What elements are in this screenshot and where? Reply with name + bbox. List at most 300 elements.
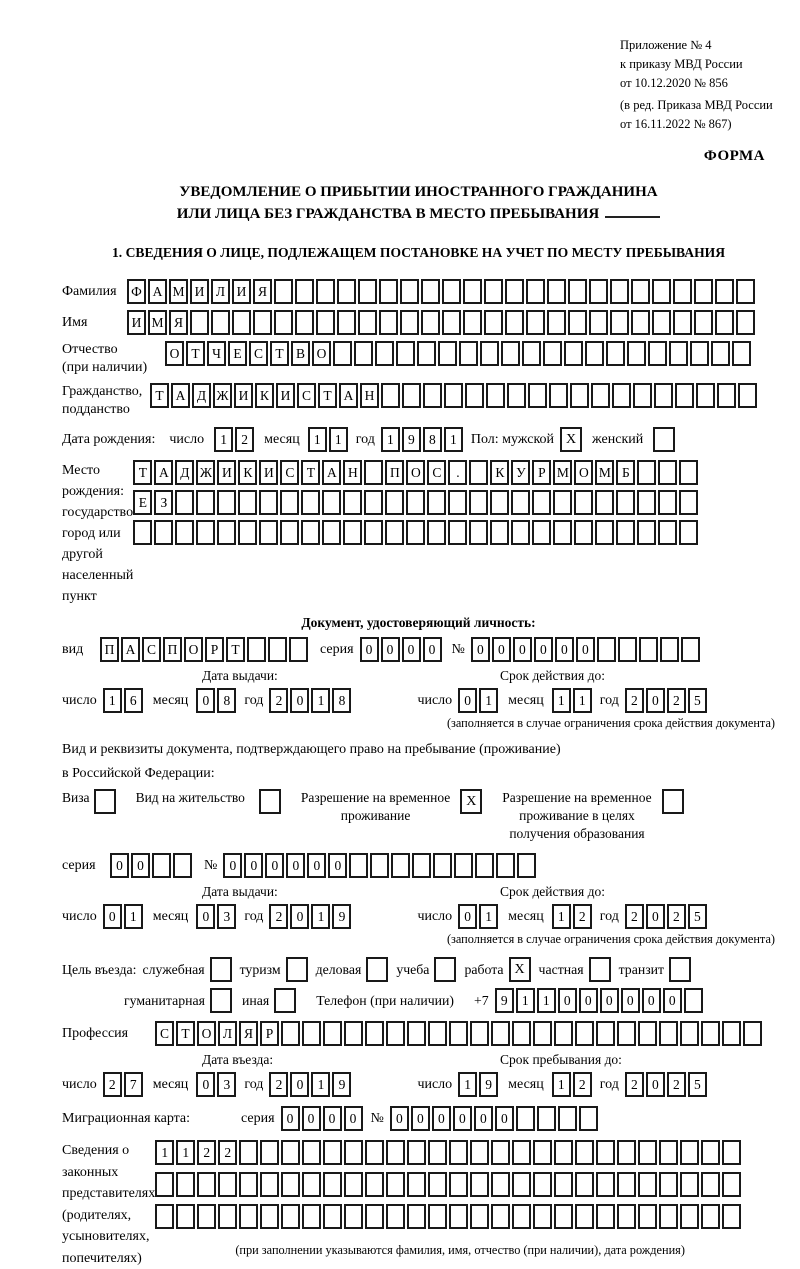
char-cell[interactable] <box>711 341 730 366</box>
char-cell[interactable] <box>316 279 335 304</box>
char-cell[interactable]: 6 <box>124 688 143 713</box>
char-cell[interactable] <box>680 1021 699 1046</box>
char-cell[interactable]: 2 <box>218 1140 237 1165</box>
char-cell[interactable] <box>449 1021 468 1046</box>
char-cell[interactable]: 0 <box>328 853 347 878</box>
char-cell[interactable]: Н <box>360 383 379 408</box>
char-cell[interactable]: Я <box>169 310 188 335</box>
char-cell[interactable] <box>658 520 677 545</box>
char-cell[interactable] <box>743 1021 762 1046</box>
char-cell[interactable]: 0 <box>196 904 215 929</box>
char-cell[interactable] <box>391 853 410 878</box>
checkbox-study[interactable] <box>434 957 456 982</box>
char-cell[interactable] <box>196 520 215 545</box>
char-cell[interactable] <box>547 279 566 304</box>
char-cell[interactable] <box>259 490 278 515</box>
char-cell[interactable] <box>428 1140 447 1165</box>
char-cell[interactable]: 0 <box>265 853 284 878</box>
char-cell[interactable] <box>365 1204 384 1229</box>
char-cell[interactable]: Ж <box>213 383 232 408</box>
char-cell[interactable]: 0 <box>411 1106 430 1131</box>
char-cell[interactable]: 0 <box>381 637 400 662</box>
char-cell[interactable]: 0 <box>281 1106 300 1131</box>
char-cell[interactable] <box>364 460 383 485</box>
char-cell[interactable] <box>617 1172 636 1197</box>
char-cell[interactable]: 2 <box>235 427 254 452</box>
char-cell[interactable]: 2 <box>269 904 288 929</box>
char-cell[interactable]: Т <box>270 341 289 366</box>
char-cell[interactable]: 0 <box>131 853 150 878</box>
char-cell[interactable] <box>558 1106 577 1131</box>
char-cell[interactable]: 1 <box>329 427 348 452</box>
entry-month-input[interactable] <box>196 1072 238 1097</box>
char-cell[interactable] <box>379 310 398 335</box>
char-cell[interactable] <box>722 1204 741 1229</box>
char-cell[interactable]: 1 <box>308 427 327 452</box>
char-cell[interactable] <box>617 1021 636 1046</box>
char-cell[interactable]: Т <box>176 1021 195 1046</box>
char-cell[interactable]: 1 <box>176 1140 195 1165</box>
char-cell[interactable]: Т <box>150 383 169 408</box>
char-cell[interactable]: 2 <box>667 1072 686 1097</box>
char-cell[interactable] <box>660 637 679 662</box>
checkbox-other[interactable] <box>274 988 296 1013</box>
char-cell[interactable] <box>659 1204 678 1229</box>
char-cell[interactable] <box>433 853 452 878</box>
char-cell[interactable]: Т <box>186 341 205 366</box>
permit-issue-day-input[interactable] <box>103 904 145 929</box>
char-cell[interactable] <box>505 310 524 335</box>
doc-valid-day-input[interactable] <box>458 688 500 713</box>
permit-seriya-input[interactable] <box>110 853 194 878</box>
char-cell[interactable] <box>736 310 755 335</box>
char-cell[interactable] <box>526 279 545 304</box>
doc-kind-input[interactable] <box>100 637 310 662</box>
char-cell[interactable] <box>554 1172 573 1197</box>
char-cell[interactable] <box>281 1140 300 1165</box>
stay-month-input[interactable] <box>552 1072 594 1097</box>
char-cell[interactable]: 5 <box>688 1072 707 1097</box>
char-cell[interactable] <box>400 279 419 304</box>
char-cell[interactable]: 2 <box>625 688 644 713</box>
char-cell[interactable] <box>337 310 356 335</box>
birthplace-row3-input[interactable] <box>133 520 700 545</box>
char-cell[interactable]: 0 <box>458 688 477 713</box>
char-cell[interactable] <box>673 310 692 335</box>
char-cell[interactable] <box>259 520 278 545</box>
char-cell[interactable]: И <box>234 383 253 408</box>
char-cell[interactable] <box>260 1204 279 1229</box>
char-cell[interactable]: Р <box>260 1021 279 1046</box>
char-cell[interactable] <box>512 1204 531 1229</box>
char-cell[interactable]: И <box>276 383 295 408</box>
char-cell[interactable] <box>554 1140 573 1165</box>
char-cell[interactable] <box>176 1204 195 1229</box>
char-cell[interactable] <box>694 279 713 304</box>
char-cell[interactable] <box>381 383 400 408</box>
char-cell[interactable] <box>218 1204 237 1229</box>
char-cell[interactable]: 0 <box>642 988 661 1013</box>
char-cell[interactable]: 0 <box>495 1106 514 1131</box>
char-cell[interactable]: М <box>169 279 188 304</box>
char-cell[interactable] <box>568 279 587 304</box>
char-cell[interactable] <box>385 490 404 515</box>
char-cell[interactable] <box>659 1140 678 1165</box>
char-cell[interactable] <box>470 1021 489 1046</box>
char-cell[interactable] <box>616 520 635 545</box>
char-cell[interactable]: 0 <box>576 637 595 662</box>
char-cell[interactable] <box>480 341 499 366</box>
char-cell[interactable] <box>421 279 440 304</box>
char-cell[interactable] <box>505 279 524 304</box>
char-cell[interactable] <box>176 1172 195 1197</box>
char-cell[interactable] <box>217 520 236 545</box>
char-cell[interactable] <box>323 1204 342 1229</box>
char-cell[interactable]: О <box>197 1021 216 1046</box>
char-cell[interactable] <box>511 520 530 545</box>
char-cell[interactable]: А <box>148 279 167 304</box>
doc-seriya-input[interactable] <box>360 637 444 662</box>
char-cell[interactable] <box>631 279 650 304</box>
char-cell[interactable] <box>386 1021 405 1046</box>
char-cell[interactable] <box>427 520 446 545</box>
char-cell[interactable]: О <box>165 341 184 366</box>
citizenship-input[interactable] <box>150 383 759 408</box>
birth-day-input[interactable] <box>214 427 256 452</box>
char-cell[interactable]: И <box>190 279 209 304</box>
char-cell[interactable]: М <box>148 310 167 335</box>
migration-seriya-input[interactable] <box>281 1106 365 1131</box>
char-cell[interactable] <box>673 279 692 304</box>
char-cell[interactable] <box>337 279 356 304</box>
char-cell[interactable] <box>595 520 614 545</box>
char-cell[interactable]: Б <box>616 460 635 485</box>
char-cell[interactable] <box>349 853 368 878</box>
char-cell[interactable] <box>575 1140 594 1165</box>
char-cell[interactable]: У <box>511 460 530 485</box>
char-cell[interactable] <box>589 279 608 304</box>
char-cell[interactable] <box>323 1140 342 1165</box>
char-cell[interactable] <box>484 310 503 335</box>
char-cell[interactable] <box>496 853 515 878</box>
char-cell[interactable] <box>532 520 551 545</box>
char-cell[interactable] <box>715 279 734 304</box>
char-cell[interactable] <box>238 490 257 515</box>
char-cell[interactable]: 0 <box>286 853 305 878</box>
char-cell[interactable] <box>196 490 215 515</box>
char-cell[interactable] <box>421 310 440 335</box>
char-cell[interactable]: К <box>255 383 274 408</box>
char-cell[interactable] <box>407 1204 426 1229</box>
char-cell[interactable] <box>448 520 467 545</box>
char-cell[interactable] <box>684 988 703 1013</box>
char-cell[interactable]: 2 <box>625 904 644 929</box>
char-cell[interactable] <box>681 637 700 662</box>
char-cell[interactable] <box>547 310 566 335</box>
char-cell[interactable] <box>302 1140 321 1165</box>
doc-issue-month-input[interactable] <box>196 688 238 713</box>
char-cell[interactable] <box>617 1140 636 1165</box>
char-cell[interactable] <box>412 853 431 878</box>
char-cell[interactable]: А <box>339 383 358 408</box>
char-cell[interactable] <box>417 341 436 366</box>
char-cell[interactable] <box>690 341 709 366</box>
char-cell[interactable] <box>579 1106 598 1131</box>
representatives-row2-input[interactable] <box>155 1172 743 1197</box>
char-cell[interactable] <box>516 1106 535 1131</box>
char-cell[interactable] <box>295 310 314 335</box>
char-cell[interactable] <box>717 383 736 408</box>
char-cell[interactable]: М <box>595 460 614 485</box>
char-cell[interactable] <box>358 310 377 335</box>
char-cell[interactable]: 3 <box>217 904 236 929</box>
char-cell[interactable] <box>659 1172 678 1197</box>
char-cell[interactable]: Р <box>532 460 551 485</box>
char-cell[interactable]: 0 <box>290 688 309 713</box>
char-cell[interactable] <box>344 1204 363 1229</box>
checkbox-female[interactable] <box>653 427 675 452</box>
char-cell[interactable] <box>574 490 593 515</box>
char-cell[interactable] <box>333 341 352 366</box>
char-cell[interactable]: 9 <box>479 1072 498 1097</box>
char-cell[interactable] <box>316 310 335 335</box>
char-cell[interactable]: 2 <box>667 688 686 713</box>
char-cell[interactable]: 0 <box>579 988 598 1013</box>
migration-number-input[interactable] <box>390 1106 600 1131</box>
char-cell[interactable] <box>344 1140 363 1165</box>
char-cell[interactable] <box>365 1172 384 1197</box>
char-cell[interactable] <box>459 341 478 366</box>
char-cell[interactable] <box>610 279 629 304</box>
char-cell[interactable] <box>658 490 677 515</box>
char-cell[interactable]: 0 <box>290 904 309 929</box>
char-cell[interactable]: А <box>121 637 140 662</box>
char-cell[interactable] <box>543 341 562 366</box>
char-cell[interactable]: 1 <box>552 1072 571 1097</box>
permit-issue-year-input[interactable] <box>269 904 353 929</box>
phone-input[interactable] <box>495 988 705 1013</box>
char-cell[interactable] <box>154 520 173 545</box>
char-cell[interactable]: О <box>574 460 593 485</box>
char-cell[interactable] <box>449 1204 468 1229</box>
char-cell[interactable] <box>470 1172 489 1197</box>
permit-valid-month-input[interactable] <box>552 904 594 929</box>
char-cell[interactable] <box>701 1172 720 1197</box>
char-cell[interactable]: 1 <box>573 688 592 713</box>
char-cell[interactable] <box>375 341 394 366</box>
checkbox-business[interactable] <box>366 957 388 982</box>
char-cell[interactable] <box>652 310 671 335</box>
checkbox-male[interactable]: X <box>560 427 582 452</box>
char-cell[interactable] <box>679 520 698 545</box>
char-cell[interactable]: 0 <box>307 853 326 878</box>
permit-number-input[interactable] <box>223 853 538 878</box>
checkbox-visa[interactable] <box>94 789 116 814</box>
char-cell[interactable] <box>526 310 545 335</box>
char-cell[interactable] <box>553 520 572 545</box>
char-cell[interactable]: 0 <box>621 988 640 1013</box>
char-cell[interactable] <box>564 341 583 366</box>
char-cell[interactable] <box>484 279 503 304</box>
given-name-input[interactable] <box>127 310 757 335</box>
char-cell[interactable] <box>616 490 635 515</box>
char-cell[interactable] <box>507 383 526 408</box>
char-cell[interactable] <box>260 1172 279 1197</box>
char-cell[interactable] <box>596 1204 615 1229</box>
char-cell[interactable]: 0 <box>600 988 619 1013</box>
char-cell[interactable]: П <box>163 637 182 662</box>
char-cell[interactable] <box>197 1172 216 1197</box>
char-cell[interactable] <box>406 520 425 545</box>
char-cell[interactable] <box>470 1204 489 1229</box>
checkbox-private[interactable] <box>589 957 611 982</box>
char-cell[interactable]: 0 <box>458 904 477 929</box>
char-cell[interactable] <box>501 341 520 366</box>
char-cell[interactable]: С <box>142 637 161 662</box>
char-cell[interactable]: 1 <box>537 988 556 1013</box>
char-cell[interactable] <box>402 383 421 408</box>
char-cell[interactable] <box>396 341 415 366</box>
char-cell[interactable]: 0 <box>390 1106 409 1131</box>
char-cell[interactable] <box>469 520 488 545</box>
char-cell[interactable]: Т <box>226 637 245 662</box>
char-cell[interactable] <box>274 310 293 335</box>
char-cell[interactable] <box>190 310 209 335</box>
doc-valid-year-input[interactable] <box>625 688 709 713</box>
char-cell[interactable] <box>295 279 314 304</box>
char-cell[interactable] <box>553 490 572 515</box>
char-cell[interactable] <box>570 383 589 408</box>
checkbox-transit[interactable] <box>669 957 691 982</box>
char-cell[interactable] <box>211 310 230 335</box>
char-cell[interactable] <box>486 383 505 408</box>
char-cell[interactable] <box>575 1021 594 1046</box>
entry-day-input[interactable] <box>103 1072 145 1097</box>
char-cell[interactable] <box>679 460 698 485</box>
checkbox-official[interactable] <box>210 957 232 982</box>
char-cell[interactable]: В <box>291 341 310 366</box>
surname-input[interactable] <box>127 279 757 304</box>
char-cell[interactable] <box>379 279 398 304</box>
char-cell[interactable] <box>596 1021 615 1046</box>
birth-year-input[interactable] <box>381 427 465 452</box>
permit-issue-month-input[interactable] <box>196 904 238 929</box>
char-cell[interactable]: Н <box>343 460 362 485</box>
char-cell[interactable] <box>528 383 547 408</box>
representatives-row3-input[interactable] <box>155 1204 743 1229</box>
char-cell[interactable]: 1 <box>311 688 330 713</box>
char-cell[interactable] <box>638 1140 657 1165</box>
char-cell[interactable] <box>491 1021 510 1046</box>
char-cell[interactable] <box>247 637 266 662</box>
char-cell[interactable] <box>554 1021 573 1046</box>
char-cell[interactable] <box>537 1106 556 1131</box>
char-cell[interactable] <box>585 341 604 366</box>
char-cell[interactable] <box>465 383 484 408</box>
char-cell[interactable]: Е <box>133 490 152 515</box>
char-cell[interactable] <box>722 1172 741 1197</box>
char-cell[interactable] <box>173 853 192 878</box>
char-cell[interactable]: 1 <box>311 1072 330 1097</box>
char-cell[interactable] <box>370 853 389 878</box>
char-cell[interactable]: 9 <box>332 1072 351 1097</box>
char-cell[interactable]: 0 <box>344 1106 363 1131</box>
char-cell[interactable] <box>407 1172 426 1197</box>
char-cell[interactable] <box>239 1140 258 1165</box>
char-cell[interactable] <box>595 490 614 515</box>
char-cell[interactable]: 0 <box>474 1106 493 1131</box>
char-cell[interactable] <box>260 1140 279 1165</box>
char-cell[interactable] <box>512 1021 531 1046</box>
checkbox-temp-residence-education[interactable] <box>662 789 684 814</box>
char-cell[interactable] <box>280 520 299 545</box>
stay-day-input[interactable] <box>458 1072 500 1097</box>
char-cell[interactable]: 0 <box>196 688 215 713</box>
char-cell[interactable]: 0 <box>513 637 532 662</box>
checkbox-tourism[interactable] <box>286 957 308 982</box>
char-cell[interactable]: 0 <box>534 637 553 662</box>
char-cell[interactable] <box>701 1140 720 1165</box>
char-cell[interactable] <box>354 341 373 366</box>
char-cell[interactable]: Я <box>239 1021 258 1046</box>
char-cell[interactable] <box>365 1021 384 1046</box>
char-cell[interactable]: 1 <box>552 904 571 929</box>
char-cell[interactable]: 8 <box>332 688 351 713</box>
char-cell[interactable] <box>280 490 299 515</box>
char-cell[interactable] <box>475 853 494 878</box>
char-cell[interactable]: 0 <box>103 904 122 929</box>
char-cell[interactable]: 0 <box>646 688 665 713</box>
char-cell[interactable] <box>281 1172 300 1197</box>
char-cell[interactable] <box>533 1172 552 1197</box>
char-cell[interactable]: Т <box>301 460 320 485</box>
char-cell[interactable] <box>554 1204 573 1229</box>
profession-input[interactable] <box>155 1021 764 1046</box>
char-cell[interactable] <box>680 1204 699 1229</box>
char-cell[interactable] <box>239 1204 258 1229</box>
char-cell[interactable] <box>274 279 293 304</box>
char-cell[interactable]: 0 <box>492 637 511 662</box>
char-cell[interactable]: 2 <box>269 688 288 713</box>
char-cell[interactable] <box>343 490 362 515</box>
char-cell[interactable] <box>654 383 673 408</box>
char-cell[interactable]: И <box>217 460 236 485</box>
char-cell[interactable] <box>638 1021 657 1046</box>
checkbox-temp-residence[interactable]: X <box>460 789 482 814</box>
char-cell[interactable]: О <box>184 637 203 662</box>
char-cell[interactable] <box>364 490 383 515</box>
char-cell[interactable] <box>301 520 320 545</box>
char-cell[interactable]: П <box>385 460 404 485</box>
char-cell[interactable] <box>680 1172 699 1197</box>
char-cell[interactable] <box>696 383 715 408</box>
char-cell[interactable]: Е <box>228 341 247 366</box>
char-cell[interactable] <box>175 520 194 545</box>
char-cell[interactable]: А <box>154 460 173 485</box>
char-cell[interactable] <box>491 1140 510 1165</box>
char-cell[interactable] <box>606 341 625 366</box>
char-cell[interactable] <box>322 520 341 545</box>
char-cell[interactable] <box>568 310 587 335</box>
char-cell[interactable] <box>463 279 482 304</box>
char-cell[interactable] <box>232 310 251 335</box>
char-cell[interactable]: 9 <box>332 904 351 929</box>
char-cell[interactable]: И <box>127 310 146 335</box>
char-cell[interactable] <box>732 341 751 366</box>
char-cell[interactable] <box>323 1172 342 1197</box>
char-cell[interactable]: П <box>100 637 119 662</box>
char-cell[interactable] <box>631 310 650 335</box>
